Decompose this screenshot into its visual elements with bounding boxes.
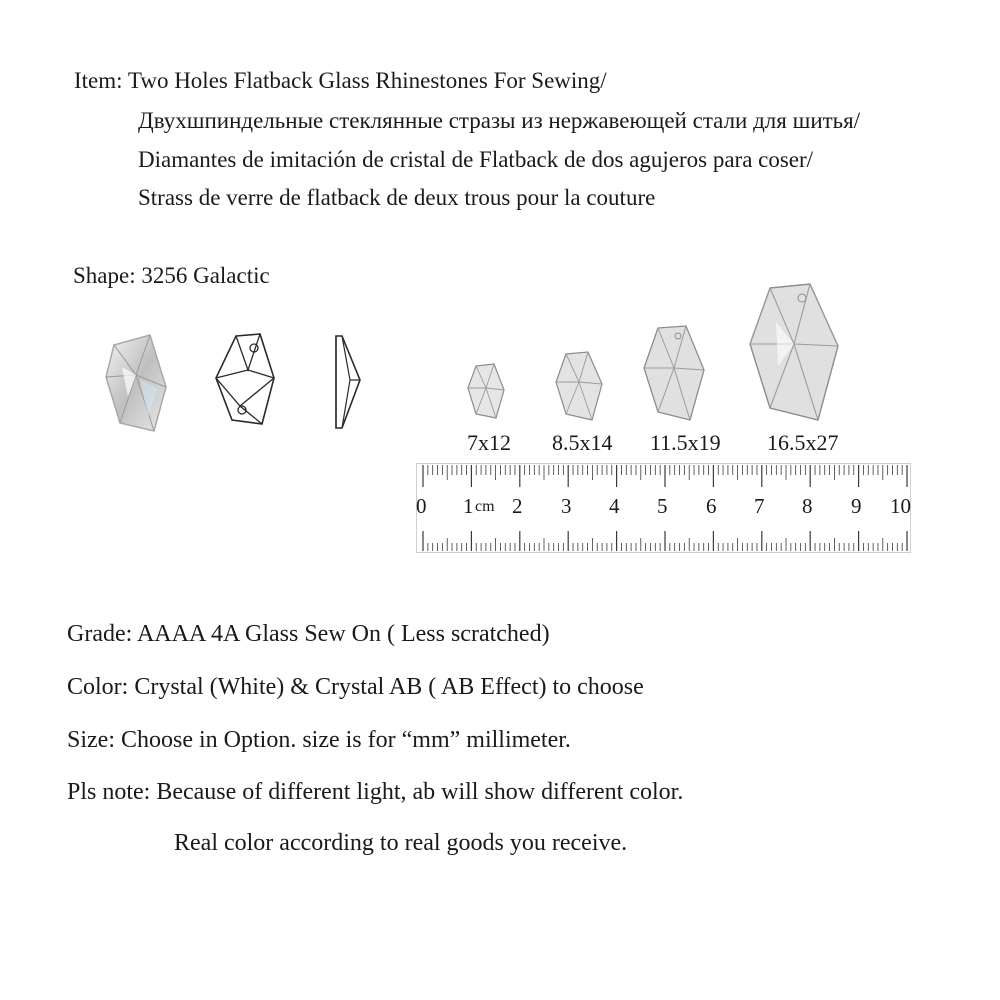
crystal-size-icon bbox=[642, 324, 706, 422]
item-label: Item: bbox=[74, 68, 123, 93]
size-label: 7x12 bbox=[467, 430, 511, 455]
item-title-es: Diamantes de imitación de cristal de Flatback de dos agujeros para coser/ bbox=[138, 147, 814, 172]
crystal-side-icon bbox=[328, 334, 368, 430]
note-text-2: Real color according to real goods you receive. bbox=[174, 830, 628, 856]
shape-label: Shape: 3256 Galactic bbox=[73, 263, 270, 288]
ruler-number: 7 bbox=[754, 494, 765, 518]
ruler-number: 9 bbox=[851, 494, 862, 518]
item-title-ru: Двухшпиндельные стеклянные стразы из нержавеющей стали для шитья/ bbox=[138, 108, 861, 133]
crystal-size-icon bbox=[466, 362, 506, 420]
item-name-en: Two Holes Flatback Glass Rhinestones For Sewing/ bbox=[127, 68, 607, 93]
item-title-en bbox=[74, 68, 607, 94]
color-text: Color: Crystal (White) & Crystal AB ( AB Effect) to choose bbox=[67, 674, 644, 700]
item-title-fr: Strass de verre de flatback de deux trous pour la couture bbox=[138, 185, 656, 210]
size-label: 16.5x27 bbox=[767, 430, 839, 455]
ruler-number: 10 bbox=[890, 494, 911, 518]
ruler-number: 8 bbox=[802, 494, 813, 518]
size-label: 8.5x14 bbox=[552, 430, 613, 455]
crystal-front-icon bbox=[100, 327, 172, 439]
ruler-number: 5 bbox=[657, 494, 668, 518]
ruler-number: 2 bbox=[512, 494, 523, 518]
crystal-size-icon bbox=[554, 350, 604, 422]
ruler-number: 0 bbox=[416, 494, 427, 518]
crystal-size-icon bbox=[748, 282, 840, 422]
ruler-unit: cm bbox=[475, 498, 495, 515]
size-text: Size: Choose in Option. size is for “mm” millimeter. bbox=[67, 727, 571, 753]
ruler bbox=[416, 463, 911, 553]
ruler-number: 1 bbox=[463, 494, 474, 518]
size-label: 11.5x19 bbox=[650, 430, 721, 455]
ruler-number: 4 bbox=[609, 494, 620, 518]
grade-text: Grade: AAAA 4A Glass Sew On ( Less scratched) bbox=[67, 621, 550, 647]
ruler-number: 3 bbox=[561, 494, 572, 518]
ruler-number: 6 bbox=[706, 494, 717, 518]
crystal-outline-icon bbox=[212, 330, 280, 430]
note-text: Pls note: Because of different light, ab will show different color. bbox=[67, 779, 684, 805]
